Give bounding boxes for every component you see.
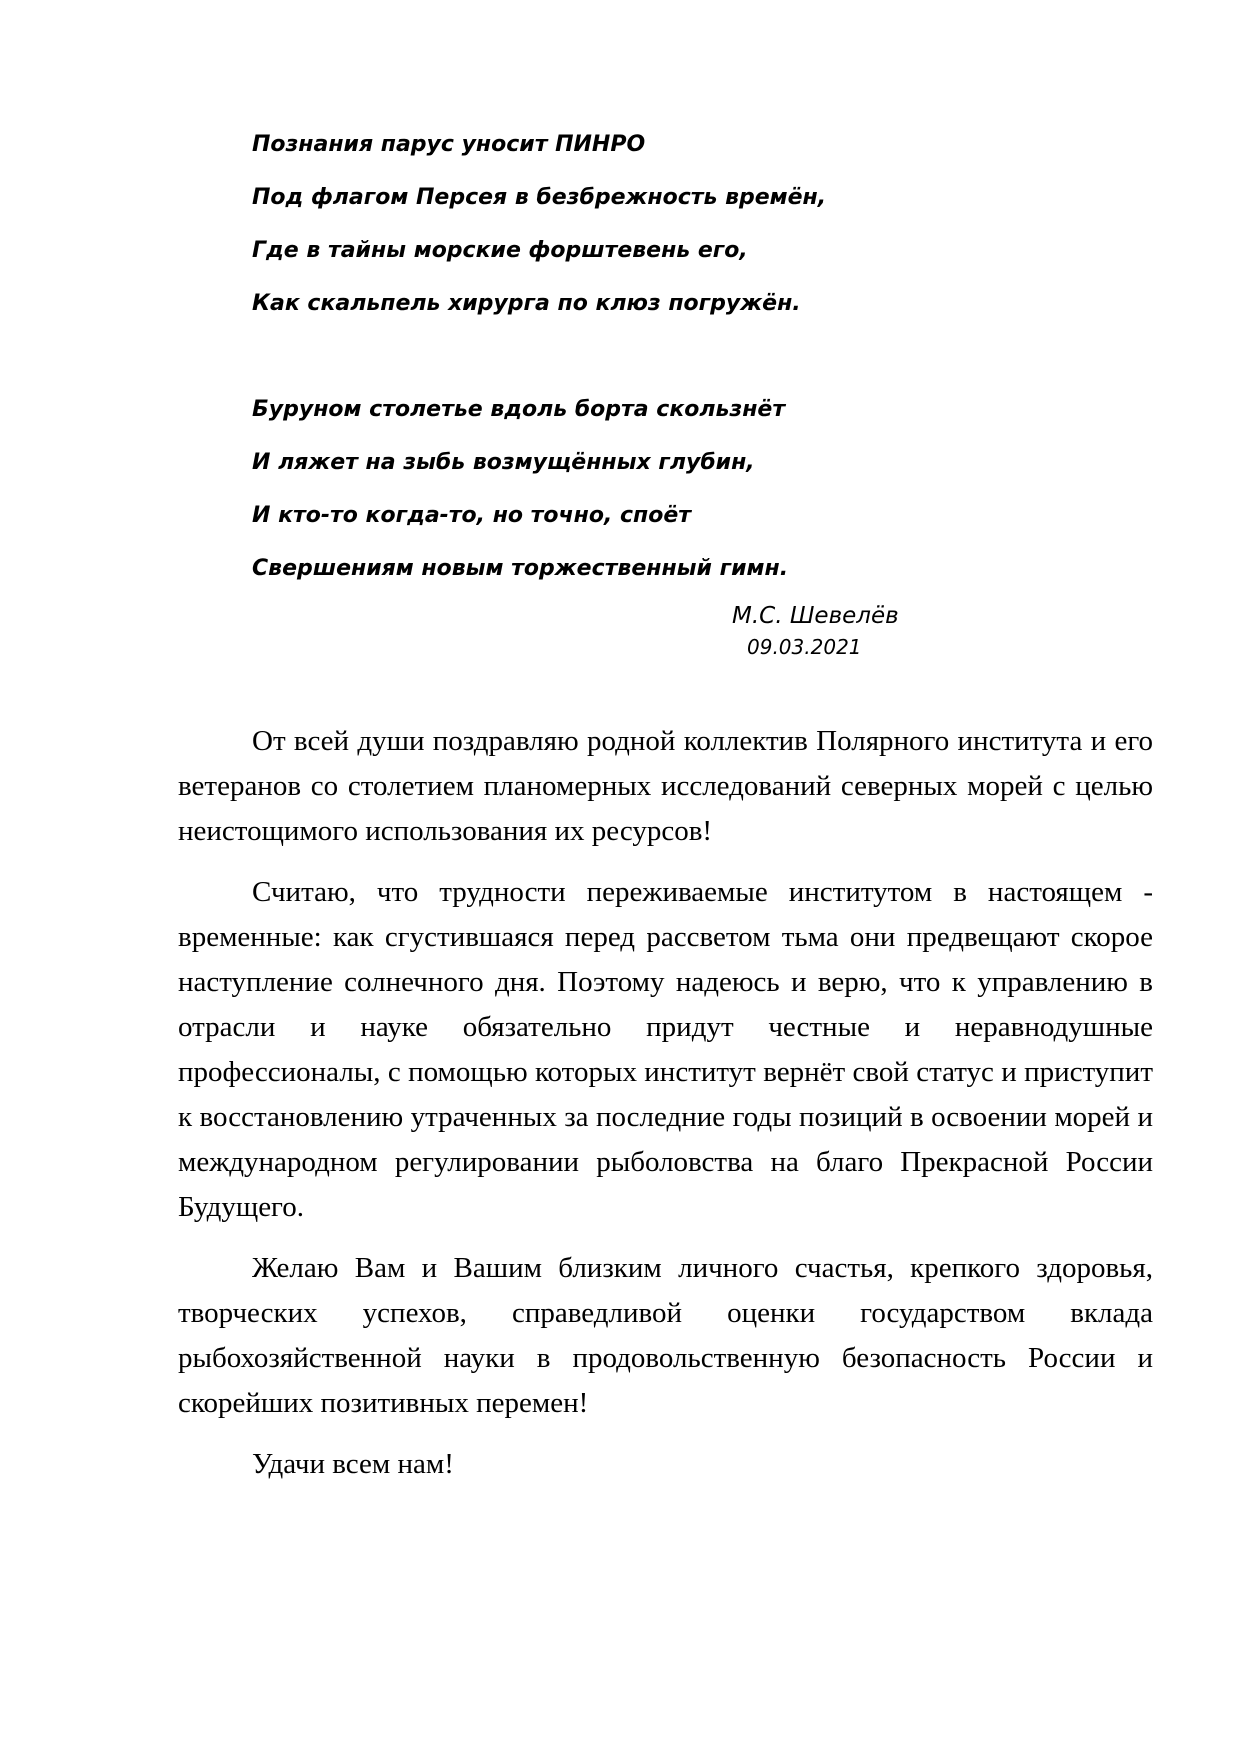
poem-line: Где в тайны морские форштевень его,: [252, 238, 748, 263]
signature-author: М.С. Шевелёв: [732, 603, 899, 629]
poem-signature: [732, 600, 899, 662]
poem-line: Свершениям новым торжественный гимн.: [252, 556, 789, 581]
poem-line: Буруном столетье вдоль борта скользнёт: [252, 397, 786, 422]
signature-date: 09.03.2021: [747, 635, 862, 659]
poem-stanza-2: [252, 383, 1012, 595]
poem-stanza-1: [252, 118, 1012, 330]
letter-paragraph-1: От всей души поздравляю родной коллектив Полярного института и его ветеранов со столетием планомерных исследований северных морей с целью неистощимого использования их ресурсов!: [178, 725, 1153, 847]
letter-paragraph-3: Желаю Вам и Вашим близким личного счастья, крепкого здоровья, творческих успехов, справедливой оценки государством вклада рыбохозяйственной науки в продовольственную безопасность России и скорейших позитивных перемен!: [178, 1252, 1153, 1419]
poem-line: Как скальпель хирурга по клюз погружён.: [252, 291, 801, 316]
poem-line: Под флагом Персея в безбрежность времён,: [252, 185, 827, 210]
poem-line: И ляжет на зыбь возмущённых глубин,: [252, 450, 755, 475]
letter-paragraph-2: Считаю, что трудности переживаемые институтом в настоящем - временные: как сгустившаяся перед рассветом тьма они предвещают скорое наступление солнечного дня. Поэтому надеюсь и верю, что к управлению в отрасли и науке обязательно придут честные и неравнодушные профессионалы, с помощью которых институт вернёт свой статус и приступит к восстановлению утраченных за последние годы позиций в освоении морей и международном регулировании рыболовства на благо Прекрасной России Будущего.: [178, 876, 1153, 1223]
poem-line: И кто-то когда-то, но точно, споёт: [252, 503, 691, 528]
poem-line: Познания парус уносит ПИНРО: [252, 132, 646, 157]
letter-closing: Удачи всем нам!: [252, 1448, 454, 1480]
poem: [252, 118, 1012, 595]
letter-body: [178, 719, 1153, 1487]
